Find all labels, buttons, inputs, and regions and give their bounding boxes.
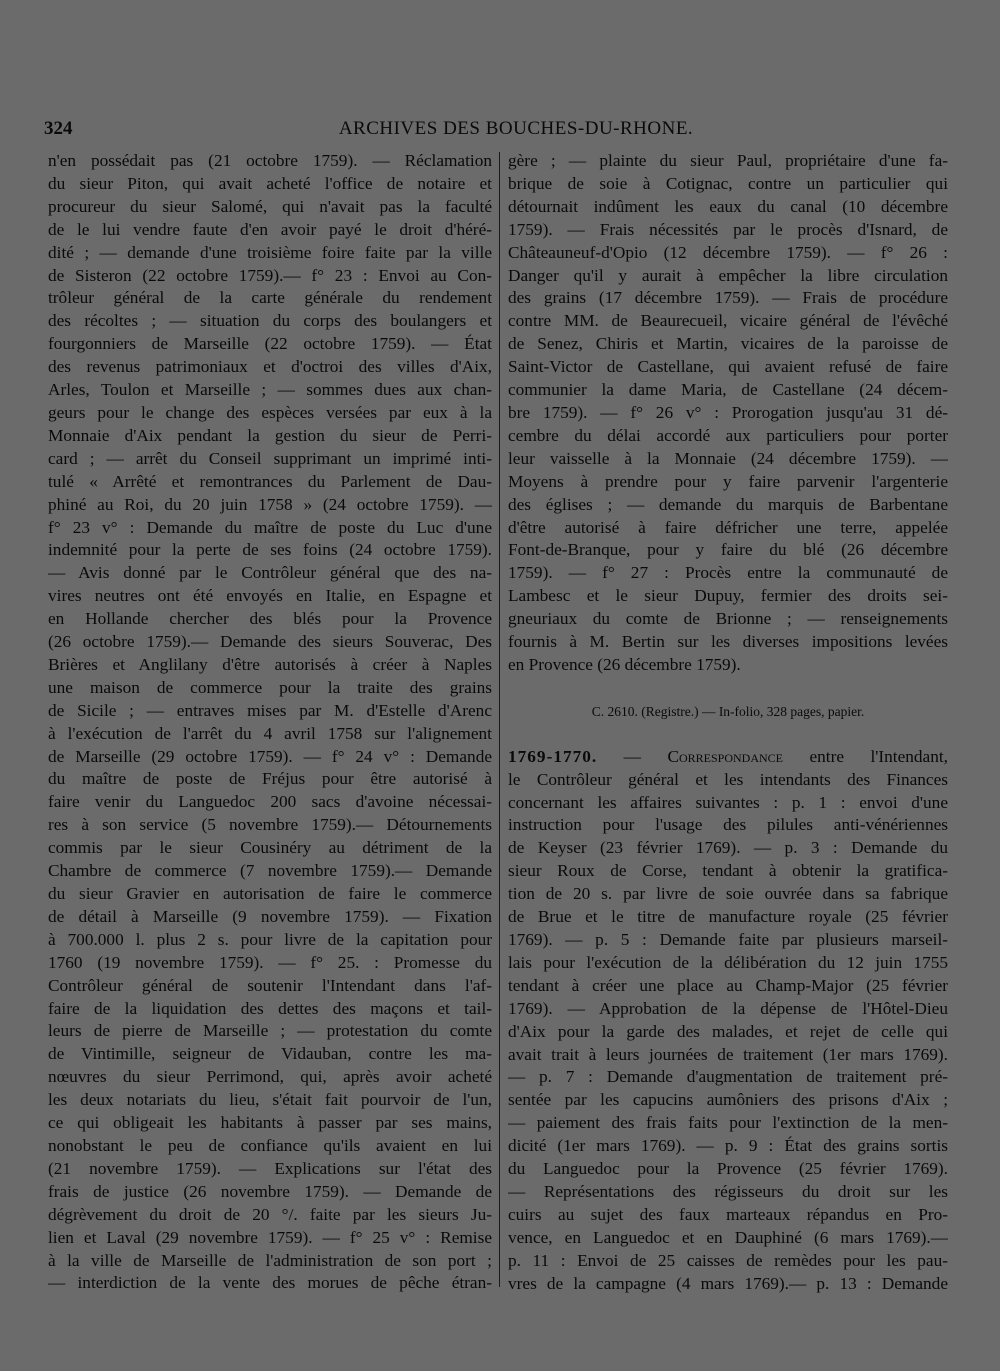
left-column [48, 150, 492, 1295]
text-line: 1759). — f° 27 : Procès entre la communauté de [508, 563, 948, 583]
text-line: gneuriaux du comte de Brionne ; — renseignements [508, 609, 948, 629]
text-line: lien et Laval (29 novembre 1759). — f° 25 v° : Remise [48, 1227, 492, 1247]
text-line: res à son service (5 novembre 1759).— Détournements [48, 815, 492, 835]
text-line: Contrôleur général de soutenir l'Intendant dans l'af- [48, 975, 492, 995]
text-line: ce qui obligeait les habitants à passer par ses mains, [48, 1113, 492, 1133]
catalog-reference: C. 2610. (Registre.) — In-folio, 328 pages, papier. [591, 703, 865, 719]
right-column [508, 150, 948, 1296]
entry-heading: Correspondance [667, 746, 783, 766]
text-line: Châteauneuf-d'Opio (12 décembre 1759). — f° 26 : [508, 242, 948, 262]
text-line: Arles, Toulon et Marseille ; — sommes dues aux chan- [48, 380, 492, 400]
text-line: tulé « Arrêté et remontrances du Parlement de Dau- [48, 471, 492, 491]
text-line: faire de la liquidation des dettes des maçons et tail- [48, 998, 492, 1018]
text-line: gère ; — plainte du sieur Paul, propriétaire d'une fa- [508, 151, 948, 170]
right-column-entry-body [508, 769, 948, 1296]
text-line: geurs pour le change des espèces versées par eux à la [48, 402, 492, 422]
text-line: — Représentations des régisseurs du droit sur les [508, 1181, 948, 1201]
text-line: Chambre de commerce (7 novembre 1759).— Demande [48, 861, 492, 881]
text-line: les deux notariats du lieu, s'était fait pourvoir de l'un, [48, 1090, 492, 1110]
text-line: tion de 20 s. par livre de soie ouvrée dans sa fabrique [508, 884, 948, 904]
text-line: des églises ; — demande du marquis de Barbentane [508, 494, 948, 514]
text-line: tendant à créer une place au Champ-Major (25 février [508, 975, 948, 995]
text-line: à l'exécution de l'arrêt du 4 avril 1758 sur l'alignement [48, 723, 492, 743]
text-line: Danger qu'il y aurait à empêcher la libre circulation [508, 265, 948, 285]
text-line: du sieur Piton, qui avait acheté l'office de notaire et [48, 173, 492, 193]
text-line: des récoltes ; — situation du corps des boulangers et [48, 311, 492, 331]
text-line: (26 octobre 1759).— Demande des sieurs Souverac, Des [48, 632, 492, 652]
text-line: communier la dame Maria, de Castellane (24 décem- [508, 380, 948, 400]
text-line: à 700.000 l. plus 2 s. pour livre de la capitation pour [48, 929, 492, 949]
text-line: cembre du délai accordé aux particuliers pour porter [508, 425, 948, 445]
column-divider [499, 152, 500, 1287]
text-line: 1769). — p. 5 : Demande faite par plusieurs marseil- [508, 930, 948, 949]
text-line: lais pour l'exécution de la délibération du 12 juin 1755 [508, 952, 948, 972]
text-line: Moyens à prendre pour y faire parvenir l'argenterie [508, 471, 948, 491]
text-line: — Avis donné par le Contrôleur général que des na- [48, 563, 492, 583]
text-line: 1760 (19 novembre 1759). — f° 25. : Promesse du [48, 952, 492, 972]
text-line: — paiement des frais faits pour l'extinction de la men- [508, 1113, 948, 1133]
text-line: Saint-Victor de Castellane, qui avaient refusé de faire [508, 357, 948, 377]
running-title: ARCHIVES DES BOUCHES-DU-RHONE. [338, 118, 694, 139]
entry-date: 1769-1770. [508, 746, 598, 766]
text-line: — p. 7 : Demande d'augmentation de traitement pré- [508, 1067, 948, 1087]
text-line: du maître de poste de Fréjus pour être autorisé à [48, 769, 492, 789]
page-number: 324 [44, 118, 73, 139]
right-column-continuation [508, 150, 948, 677]
text-line: en Hollande chercher des blés pour la Provence [48, 609, 492, 629]
text-line: dicité (1er mars 1769). — p. 9 : État des grains sortis [508, 1136, 948, 1156]
text-line: vres de la campagne (4 mars 1769).— p. 13 : Demande [508, 1273, 948, 1293]
page-header [44, 118, 948, 146]
text-line: trôleur général de la carte générale du rendement [48, 288, 492, 308]
text-line: de Sisteron (22 octobre 1759).— f° 23 : Envoi au Con- [48, 265, 492, 285]
text-line: de Vintimille, seigneur de Vidauban, contre les ma- [48, 1044, 492, 1064]
text-line: vence, en Languedoc et en Dauphiné (6 mars 1769).— [508, 1227, 948, 1247]
text-line: faire venir du Languedoc 200 sacs d'avoine nécessai- [48, 792, 492, 812]
text-line: d'être autorisé à faire défricher une terre, appelée [508, 517, 948, 537]
text-line: de le lui vendre faute d'en avoir payé le droit d'héré- [48, 219, 492, 239]
text-line: leurs de pierre de Marseille ; — protestation du comte [48, 1021, 492, 1041]
text-line: brique de soie à Cotignac, contre un particulier qui [508, 173, 948, 193]
text-line: dité ; — demande d'une troisième foire faite par la ville [48, 242, 492, 262]
text-line: f° 23 v° : Demande du maître de poste du Luc d'une [48, 517, 492, 537]
text-line: de Senez, Chiris et Martin, vicaires de la paroisse de [508, 334, 948, 354]
text-line: 1769). — Approbation de la dépense de l'Hôtel-Dieu [508, 998, 948, 1018]
text-line: n'en possédait pas (21 octobre 1759). — Réclamation [48, 151, 492, 170]
text-line: détournait indûment les eaux du canal (10 décembre [508, 196, 948, 216]
text-line: fournis à M. Bertin sur les diverses impositions levées [508, 632, 948, 652]
text-line: du sieur Gravier en autorisation de faire le commerce [48, 884, 492, 903]
text-line: — interdiction de la vente des morues de pêche étran- [48, 1273, 492, 1293]
text-line: (21 novembre 1759). — Explications sur l'état des [48, 1158, 492, 1178]
text-line: du Languedoc pour la Provence (25 février 1769). [508, 1159, 948, 1179]
text-line: fourgonniers de Marseille (22 octobre 1759). — État [48, 334, 492, 354]
text-line: Font-de-Branque, pour y faire du blé (26 décembre [508, 540, 948, 560]
text-line: le Contrôleur général et les intendants des Finances [508, 769, 948, 789]
text-line: leur vaisselle à la Monnaie (24 décembre 1759). — [508, 448, 948, 468]
text-line: phiné au Roi, du 20 juin 1758 » (24 octobre 1759). — [48, 494, 492, 514]
text-line: cuirs au sujet des faux marteaux répandus en Pro- [508, 1204, 948, 1224]
text-line: des revenus patrimoniaux et d'octroi des villes d'Aix, [48, 357, 492, 377]
text-line: une maison de commerce pour la traite des grains [48, 677, 492, 697]
text-line: nonobstant le peu de confiance qu'ils avaient en lui [48, 1135, 492, 1155]
entry-first-line-text: entre l'Intendant, [783, 746, 948, 766]
text-line: à la ville de Marseille de l'administration de son port ; [48, 1250, 492, 1270]
text-line: commis par le sieur Cousinéry au détriment de la [48, 838, 492, 858]
text-line: de Keyser (23 février 1769). — p. 3 : Demande du [508, 838, 948, 858]
text-line: vires neutres ont été envoyés en Italie, en Espagne et [48, 586, 492, 606]
text-line: concernant les affaires suivantes : p. 1 : envoi d'une [508, 792, 948, 812]
text-line: 1759). — Frais nécessités par le procès d'Isnard, de [508, 219, 948, 239]
text-line: sieur Roux de Corse, tendant à obtenir la gratifica- [508, 861, 948, 881]
text-line: bre 1759). — f° 26 v° : Prorogation jusqu'au 31 dé- [508, 402, 948, 422]
entry-first-line: 1769-1770. — Correspondance entre l'Intendant, [508, 746, 948, 766]
text-line: sentée par les capucins aumôniers des prisons d'Aix ; [508, 1090, 948, 1110]
text-line: instruction pour l'usage des pilules anti-vénériennes [508, 815, 948, 835]
text-line: d'Aix pour la garde des malades, et rejet de celle qui [508, 1021, 948, 1041]
text-line: Lambesc et le sieur Dupuy, fermier des droits sei- [508, 586, 948, 606]
text-line: dégrèvement du droit de 20 °/. faite par les sieurs Ju- [48, 1204, 492, 1224]
text-line: de Sicile ; — entraves mises par M. d'Estelle d'Arenc [48, 700, 492, 720]
text-line: en Provence (26 décembre 1759). [508, 654, 741, 674]
text-line: des grains (17 décembre 1759). — Frais de procédure [508, 288, 948, 308]
text-line: avait trait à leurs journées de traitement (1er mars 1769). [508, 1044, 948, 1064]
text-line: p. 11 : Envoi de 25 caisses de remèdes pour les pau- [508, 1250, 948, 1270]
text-line: de Marseille (29 octobre 1759). — f° 24 v° : Demande [48, 746, 492, 766]
text-line: de détail à Marseille (9 novembre 1759). — Fixation [48, 906, 492, 926]
text-line: Monnaie d'Aix pendant la gestion du sieur de Perri- [48, 425, 492, 445]
text-line: nœuvres du sieur Perrimond, qui, après avoir acheté [48, 1067, 492, 1087]
text-line: card ; — arrêt du Conseil supprimant un imprimé inti- [48, 448, 492, 468]
text-line: de Brue et le titre de manufacture royale (25 février [508, 907, 948, 927]
text-line: contre MM. de Beaurecueil, vicaire général de l'évêché [508, 311, 948, 331]
text-line: procureur du sieur Salomé, qui n'avait pas la faculté [48, 196, 492, 216]
text-line: Brières et Anglilany d'être autorisés à créer à Naples [48, 654, 492, 674]
text-line: frais de justice (26 novembre 1759). — Demande de [48, 1181, 492, 1201]
text-line: indemnité pour la perte de ses foins (24 octobre 1759). [48, 540, 492, 560]
